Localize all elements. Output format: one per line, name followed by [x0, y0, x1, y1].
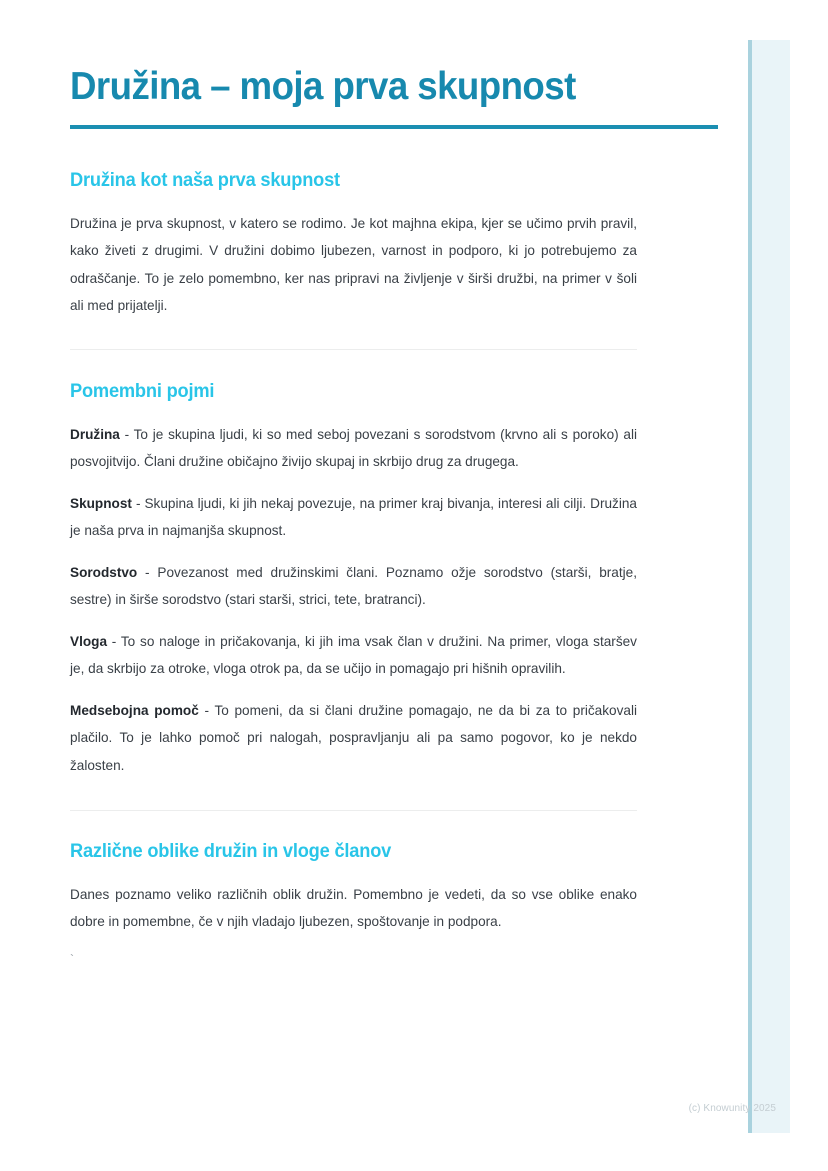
- glossary-item: [70, 614, 637, 683]
- glossary-term: Medsebojna pomoč: [70, 702, 199, 718]
- right-side-panel: [748, 40, 790, 1133]
- footer-copyright: (c) Knowunity 2025: [688, 1103, 776, 1114]
- glossary-item: [70, 404, 637, 476]
- glossary-definition: To je skupina ljudi, ki so med seboj povezani s sorodstvom (krvno ali s poroko) ali posvojitvijo. Člani družine običajno živijo skupaj in skrbijo drug za drugega.: [70, 426, 638, 470]
- glossary-dash: -: [137, 564, 158, 580]
- section-heading-2: Pomembni pojmi: [70, 380, 215, 402]
- glossary-term: Vloga: [70, 633, 108, 649]
- glossary-item: [70, 683, 637, 780]
- glossary-term: Družina: [70, 426, 120, 442]
- glossary-definition: Skupina ljudi, ki jih nekaj povezuje, na primer kraj bivanja, interesi ali cilji. Družina je naša prva in najmanjša skupnost.: [70, 495, 637, 539]
- section-divider-1: [70, 349, 637, 350]
- glossary-definition: To so naloge in pričakovanja, ki jih ima vsak član v družini. Na primer, vloga staršev je, da skrbijo za otroke, vloga otrok pa, da se učijo in pomagajo pri hišnih opravilih.: [70, 633, 637, 677]
- trailing-tick-mark: `: [70, 951, 74, 966]
- page-title: Družina – moja prva skupnost: [70, 65, 576, 108]
- title-underline-rule: [70, 125, 718, 129]
- document-body: [70, 0, 637, 968]
- glossary-dash: -: [198, 702, 215, 718]
- section-paragraph-1: Družina je prva skupnost, v katero se rodimo. Je kot majhna ekipa, kjer se učimo prvih pravil, kako živeti z drugimi. V družini dobimo ljubezen, varnost in podporo, ki jo potrebujemo za odraščanje. To je zelo pomembno, ker nas pripravi na življenje v širši družbi, na primer v šoli ali med prijatelji.: [70, 215, 637, 314]
- glossary-item: [70, 545, 637, 614]
- glossary-dash: -: [131, 495, 145, 511]
- section-paragraph-3: Danes poznamo veliko različnih oblik družin. Pomembno je vedeti, da so vse oblike enako dobre in pomembne, če v njih vladajo ljubezen, spoštovanje in podpora.: [70, 886, 637, 930]
- section-heading-3: Različne oblike družin in vloge članov: [70, 841, 392, 863]
- glossary-term: Sorodstvo: [70, 564, 138, 580]
- glossary-dash: -: [107, 633, 121, 649]
- glossary-definition: Povezanost med družinskimi člani. Poznamo ožje sorodstvo (starši, bratje, sestre) in širše sorodstvo (stari starši, strici, tete, bratranci).: [70, 564, 637, 608]
- glossary-item: [70, 476, 637, 545]
- glossary-dash: -: [119, 426, 134, 442]
- section-heading-1: Družina kot naša prva skupnost: [70, 170, 340, 192]
- section-divider-2: [70, 810, 637, 811]
- glossary-term: Skupnost: [70, 495, 132, 511]
- glossary-definition: To pomeni, da si člani družine pomagajo, ne da bi za to pričakovali plačilo. To je lahko pomoč pri nalogah, pospravljanju ali pa samo pogovor, ko je nekdo žalosten.: [70, 702, 637, 773]
